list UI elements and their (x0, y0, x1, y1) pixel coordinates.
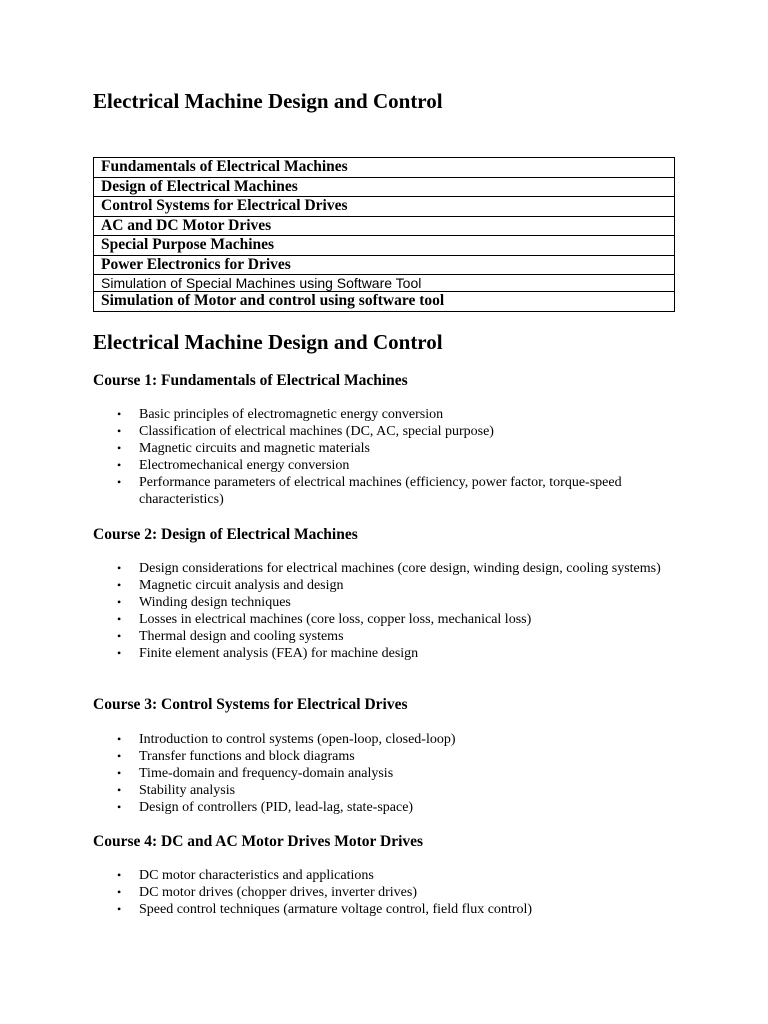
list-item-text: Introduction to control systems (open-loop, closed-loop) (139, 732, 456, 747)
table-cell: Fundamentals of Electrical Machines (94, 158, 675, 178)
list-item-text: Winding design techniques (139, 595, 291, 610)
list-item-text: Basic principles of electromagnetic energy conversion (139, 407, 444, 422)
list-item-text: Design of controllers (PID, lead-lag, state-space) (139, 800, 414, 815)
bullet-icon: • (117, 561, 122, 575)
list-item (93, 748, 693, 765)
table-cell: Simulation of Motor and control using software tool (94, 292, 675, 312)
list-item-text: Speed control techniques (armature voltage control, field flux control) (139, 902, 533, 917)
list-item (93, 867, 693, 884)
bullet-icon: • (117, 868, 122, 882)
list-item-text: Transfer functions and block diagrams (139, 749, 355, 764)
document-title: Electrical Machine Design and Control (93, 89, 443, 113)
bullet-icon: • (117, 783, 122, 797)
table-row (94, 255, 675, 275)
bullet-icon: • (117, 885, 122, 899)
table-cell: Design of Electrical Machines (94, 177, 675, 197)
list-item (93, 799, 693, 816)
bullet-icon: • (117, 441, 122, 455)
list-item-text: Classification of electrical machines (DC, AC, special purpose) (139, 424, 494, 439)
bullet-icon: • (117, 407, 122, 421)
course-list-table (93, 157, 675, 312)
list-item-text: Finite element analysis (FEA) for machine design (139, 646, 419, 661)
bullet-icon: • (117, 595, 122, 609)
table-row (94, 275, 675, 292)
bullet-icon: • (117, 475, 122, 489)
list-item-text: DC motor characteristics and applications (139, 868, 374, 883)
course-topic-list (93, 560, 693, 662)
list-item (93, 645, 693, 662)
table-row (94, 158, 675, 178)
list-item (93, 765, 693, 782)
bullet-icon: • (117, 902, 122, 916)
list-item-text: Magnetic circuits and magnetic materials (139, 441, 370, 456)
list-item-text: Losses in electrical machines (core loss, copper loss, mechanical loss) (139, 612, 532, 627)
list-item (93, 457, 693, 474)
list-item (93, 628, 693, 645)
list-item (93, 560, 693, 577)
table-cell: Simulation of Special Machines using Software Tool (94, 275, 675, 292)
section-title: Electrical Machine Design and Control (93, 330, 443, 354)
list-item (93, 611, 693, 628)
bullet-icon: • (117, 749, 122, 763)
list-item-text: Design considerations for electrical machines (core design, winding design, cooling systems) (139, 561, 661, 576)
table-row (94, 197, 675, 217)
course-heading: Course 3: Control Systems for Electrical Drives (93, 696, 408, 713)
course-heading: Course 4: DC and AC Motor Drives Motor Drives (93, 833, 424, 850)
bullet-icon: • (117, 646, 122, 660)
list-item-text: Performance parameters of electrical machines (efficiency, power factor, torque-speed characteristics) (139, 475, 622, 507)
course-heading: Course 2: Design of Electrical Machines (93, 526, 358, 543)
table-row (94, 216, 675, 236)
table-cell: Power Electronics for Drives (94, 255, 675, 275)
list-item (93, 440, 693, 457)
table-cell: AC and DC Motor Drives (94, 216, 675, 236)
table-cell: Control Systems for Electrical Drives (94, 197, 675, 217)
bullet-icon: • (117, 424, 122, 438)
table-row (94, 177, 675, 197)
bullet-icon: • (117, 732, 122, 746)
bullet-icon: • (117, 578, 122, 592)
bullet-icon: • (117, 800, 122, 814)
list-item (93, 884, 693, 901)
course-topic-list (93, 406, 693, 508)
list-item (93, 782, 693, 799)
course-topic-list (93, 867, 693, 918)
bullet-icon: • (117, 612, 122, 626)
course-topic-list (93, 731, 693, 816)
list-item (93, 594, 693, 611)
list-item-text: Time-domain and frequency-domain analysis (139, 766, 394, 781)
course-heading: Course 1: Fundamentals of Electrical Machines (93, 372, 408, 389)
table-cell: Special Purpose Machines (94, 236, 675, 256)
bullet-icon: • (117, 629, 122, 643)
list-item (93, 577, 693, 594)
list-item-text: Thermal design and cooling systems (139, 629, 344, 644)
list-item-text: Magnetic circuit analysis and design (139, 578, 344, 593)
bullet-icon: • (117, 766, 122, 780)
list-item (93, 731, 693, 748)
list-item (93, 901, 693, 918)
table-row (94, 292, 675, 312)
list-item-text: DC motor drives (chopper drives, inverter drives) (139, 885, 417, 900)
list-item-text: Electromechanical energy conversion (139, 458, 350, 473)
list-item (93, 423, 693, 440)
list-item (93, 474, 693, 508)
list-item (93, 406, 693, 423)
list-item-text: Stability analysis (139, 783, 236, 798)
table-row (94, 236, 675, 256)
bullet-icon: • (117, 458, 122, 472)
